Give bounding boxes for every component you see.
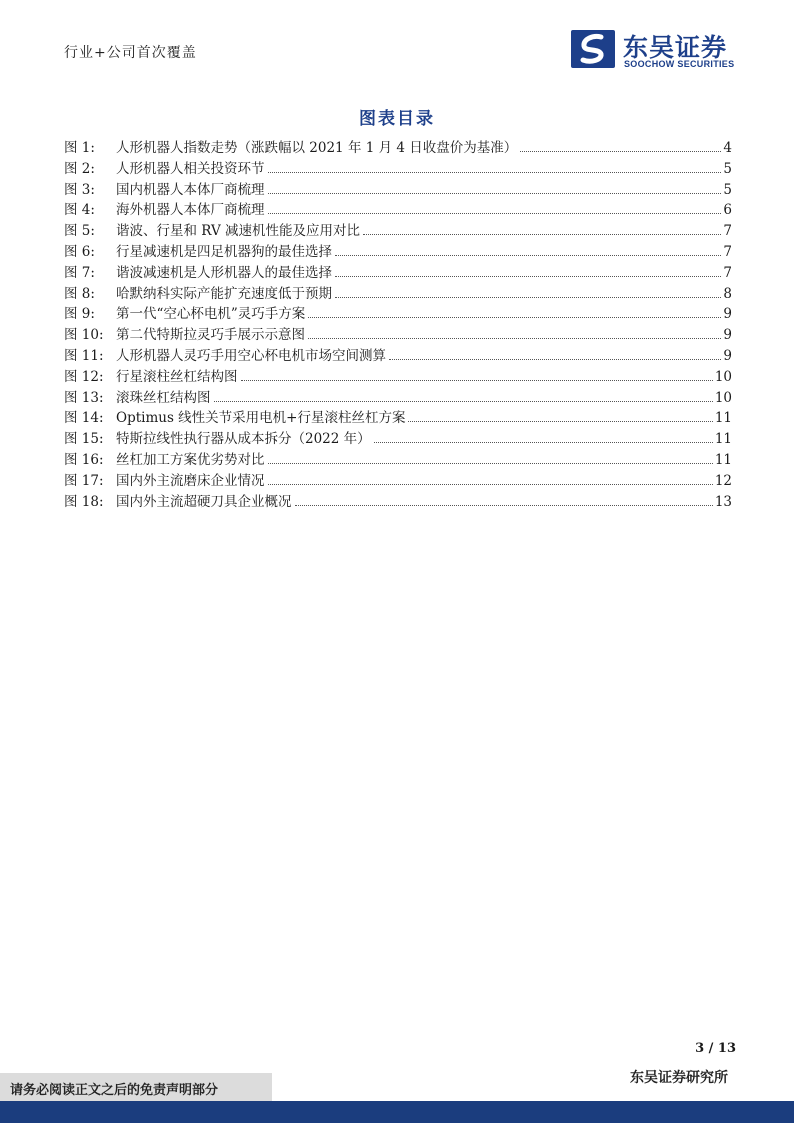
page-number: 3 / 13 (695, 1041, 736, 1056)
toc-entry-number: 图 9: (64, 306, 95, 323)
toc-entry-number: 图 4: (64, 202, 95, 219)
footer-bar (0, 1101, 794, 1123)
toc-list (64, 138, 732, 512)
toc-leader-dots (363, 233, 721, 235)
toc-entry-page: 13 (714, 493, 732, 510)
toc-entry-number: 图 14: (64, 410, 104, 427)
toc-entry[interactable] (64, 304, 732, 325)
toc-leader-dots (268, 192, 722, 194)
toc-entry-page: 11 (714, 431, 732, 448)
toc-entry[interactable] (64, 242, 732, 263)
toc-entry-number: 图 15: (64, 431, 104, 448)
toc-entry-title: Optimus 线性关节采用电机+行星滚柱丝杠方案 (116, 410, 406, 427)
toc-leader-dots (335, 275, 721, 277)
toc-title: 图表目录 (359, 109, 435, 129)
toc-leader-dots (268, 483, 713, 485)
toc-entry-page: 5 (723, 181, 732, 198)
toc-entry-title: 行星减速机是四足机器狗的最佳选择 (116, 243, 332, 260)
toc-entry[interactable] (64, 180, 732, 201)
toc-entry[interactable] (64, 325, 732, 346)
toc-leader-dots (374, 441, 713, 443)
toc-leader-dots (335, 296, 721, 298)
toc-entry-title: 海外机器人本体厂商梳理 (116, 202, 265, 219)
toc-entry-page: 6 (723, 202, 732, 219)
toc-entry-title: 人形机器人相关投资环节 (116, 160, 265, 177)
toc-entry-number: 图 11: (64, 347, 104, 364)
toc-entry[interactable] (64, 346, 732, 367)
toc-entry-number: 图 6: (64, 243, 95, 260)
toc-entry-number: 图 7: (64, 264, 95, 281)
toc-entry-number: 图 12: (64, 368, 104, 385)
toc-entry-number: 图 13: (64, 389, 104, 406)
toc-leader-dots (308, 316, 721, 318)
toc-entry[interactable] (64, 492, 732, 513)
toc-entry-title: 特斯拉线性执行器从成本拆分（2022 年） (116, 431, 371, 448)
toc-entry-number: 图 3: (64, 181, 95, 198)
toc-entry-title: 谐波、行星和 RV 减速机性能及应用对比 (116, 223, 361, 240)
toc-entry-title: 人形机器人指数走势（涨跌幅以 2021 年 1 月 4 日收盘价为基准） (116, 140, 518, 156)
toc-entry-title: 滚珠丝杠结构图 (116, 389, 211, 406)
toc-entry-number: 图 8: (64, 285, 95, 302)
toc-entry[interactable] (64, 450, 732, 471)
toc-leader-dots (268, 462, 713, 464)
toc-entry-page: 9 (723, 327, 732, 344)
brand-name-en: SOOCHOW SECURITIES (624, 59, 735, 69)
toc-entry[interactable] (64, 284, 732, 305)
toc-entry-page: 7 (723, 264, 732, 281)
toc-entry-title: 国内机器人本体厂商梳理 (116, 181, 265, 198)
toc-entry-page: 7 (723, 243, 732, 260)
toc-leader-dots (408, 420, 712, 422)
toc-entry[interactable] (64, 367, 732, 388)
toc-entry-page: 12 (714, 472, 732, 489)
toc-entry-number: 图 17: (64, 472, 104, 489)
toc-entry[interactable] (64, 200, 732, 221)
toc-entry-page: 10 (714, 368, 732, 385)
toc-entry-number: 图 2: (64, 160, 95, 177)
brand-name-cn: 东吴证券 (623, 33, 728, 62)
toc-entry[interactable] (64, 388, 732, 409)
soochow-logo-icon (571, 30, 615, 68)
toc-entry[interactable] (64, 138, 732, 159)
toc-entry-title: 国内外主流磨床企业情况 (116, 472, 265, 489)
toc-entry-title: 谐波减速机是人形机器人的最佳选择 (116, 264, 332, 281)
toc-entry-title: 第二代特斯拉灵巧手展示示意图 (116, 327, 305, 344)
toc-entry-title: 人形机器人灵巧手用空心杯电机市场空间测算 (116, 347, 386, 364)
toc-entry-title: 哈默纳科实际产能扩充速度低于预期 (116, 285, 332, 302)
toc-entry-page: 5 (723, 160, 732, 177)
toc-entry-page: 11 (714, 410, 732, 427)
toc-entry-title: 行星滚柱丝杠结构图 (116, 368, 238, 385)
toc-entry-title: 国内外主流超硬刀具企业概况 (116, 493, 292, 510)
toc-entry[interactable] (64, 408, 732, 429)
toc-entry-title: 第一代“空心杯电机”灵巧手方案 (116, 306, 306, 323)
toc-entry-title: 丝杠加工方案优劣势对比 (116, 451, 265, 468)
toc-leader-dots (241, 379, 713, 381)
report-category: 行业+公司首次覆盖 (64, 45, 197, 61)
toc-entry-page: 4 (723, 140, 732, 156)
toc-entry[interactable] (64, 159, 732, 180)
toc-entry-page: 7 (723, 223, 732, 240)
toc-entry[interactable] (64, 263, 732, 284)
toc-leader-dots (268, 171, 722, 173)
toc-entry[interactable] (64, 429, 732, 450)
toc-leader-dots (389, 358, 721, 360)
toc-entry-page: 10 (714, 389, 732, 406)
footer-org: 东吴证券研究所 (630, 1070, 728, 1086)
footer-disclaimer: 请务必阅读正文之后的免责声明部分 (10, 1083, 219, 1098)
toc-entry-number: 图 5: (64, 223, 95, 240)
toc-leader-dots (268, 212, 722, 214)
toc-leader-dots (520, 150, 721, 152)
footer-disclaimer-box (0, 1073, 272, 1101)
toc-entry-page: 11 (714, 451, 732, 468)
brand-block (571, 28, 741, 72)
toc-entry[interactable] (64, 471, 732, 492)
toc-entry-page: 9 (723, 306, 732, 323)
toc-entry-page: 8 (723, 285, 732, 302)
toc-leader-dots (308, 337, 721, 339)
toc-leader-dots (335, 254, 721, 256)
toc-leader-dots (214, 400, 713, 402)
toc-entry-number: 图 16: (64, 451, 104, 468)
toc-entry-number: 图 18: (64, 493, 104, 510)
toc-entry-number: 图 10: (64, 327, 104, 344)
toc-leader-dots (295, 504, 713, 506)
toc-entry-page: 9 (723, 347, 732, 364)
toc-entry[interactable] (64, 221, 732, 242)
toc-entry-number: 图 1: (64, 140, 95, 156)
